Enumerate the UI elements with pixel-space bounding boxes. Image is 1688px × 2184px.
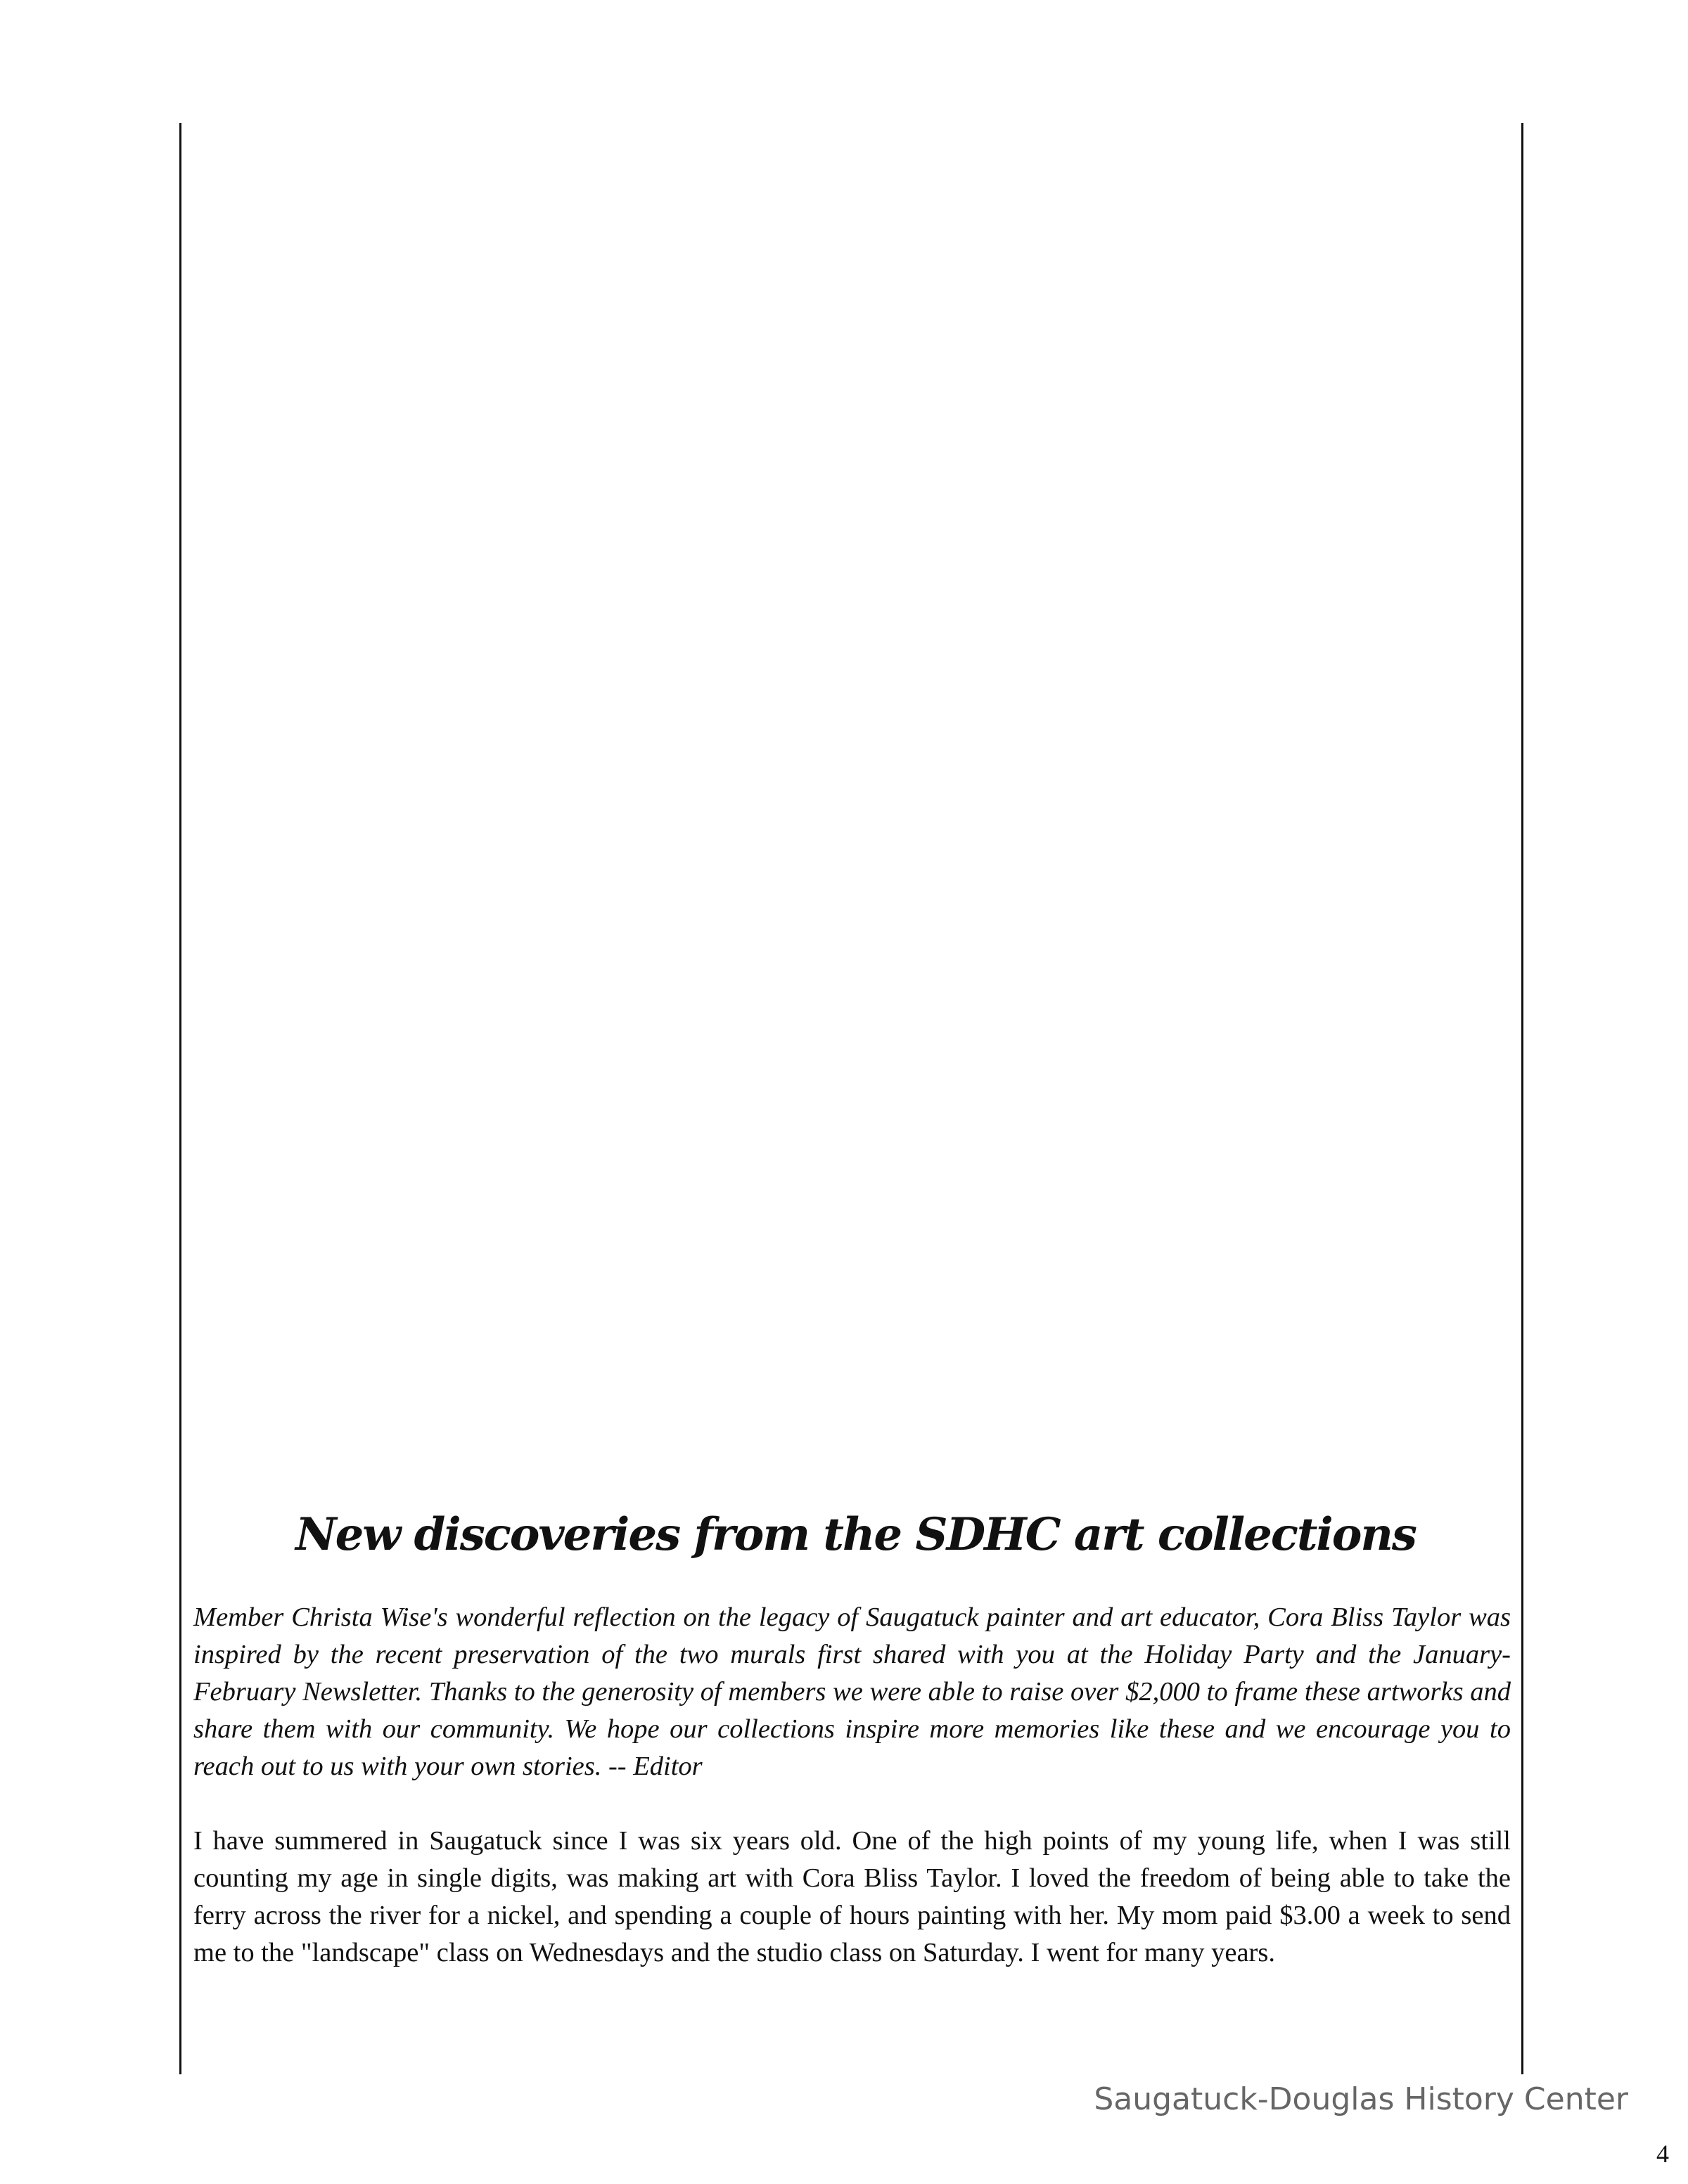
footer-credit: Saugatuck-Douglas History Center bbox=[1094, 2081, 1628, 2117]
article-headline: New discoveries from the SDHC art collections bbox=[295, 1508, 1416, 1561]
left-border-rule bbox=[179, 123, 181, 2074]
article bbox=[193, 1510, 1511, 1972]
right-border-rule bbox=[1521, 123, 1523, 2074]
article-body: I have summered in Saugatuck since I was six years old. One of the high points of my young life, when I was still counting my age in single digits, was making art with Cora Bliss Taylor. I loved the freedom of being able to take the ferry across the river for a nickel, and spending a couple of hours painting with her. My mom paid $3.00 a week to send me to the "landscape" class on Wednesdays and the studio class on Saturday. I went for many years. bbox=[193, 1826, 1511, 1968]
editor-intro: Member Christa Wise's wonderful reflection on the legacy of Saugatuck painter and art educator, Cora Bliss Taylor was inspired by the recent preservation of the two murals first shared with you at the Holiday Party and the January-February Newsletter. Thanks to the generosity of members we were able to raise over $2,000 to frame these artworks and share them with our community. We hope our collections inspire more memories like these and we encourage you to reach out to us with your own stories. -- Editor bbox=[193, 1602, 1511, 1782]
page-number: 4 bbox=[1656, 2140, 1669, 2168]
